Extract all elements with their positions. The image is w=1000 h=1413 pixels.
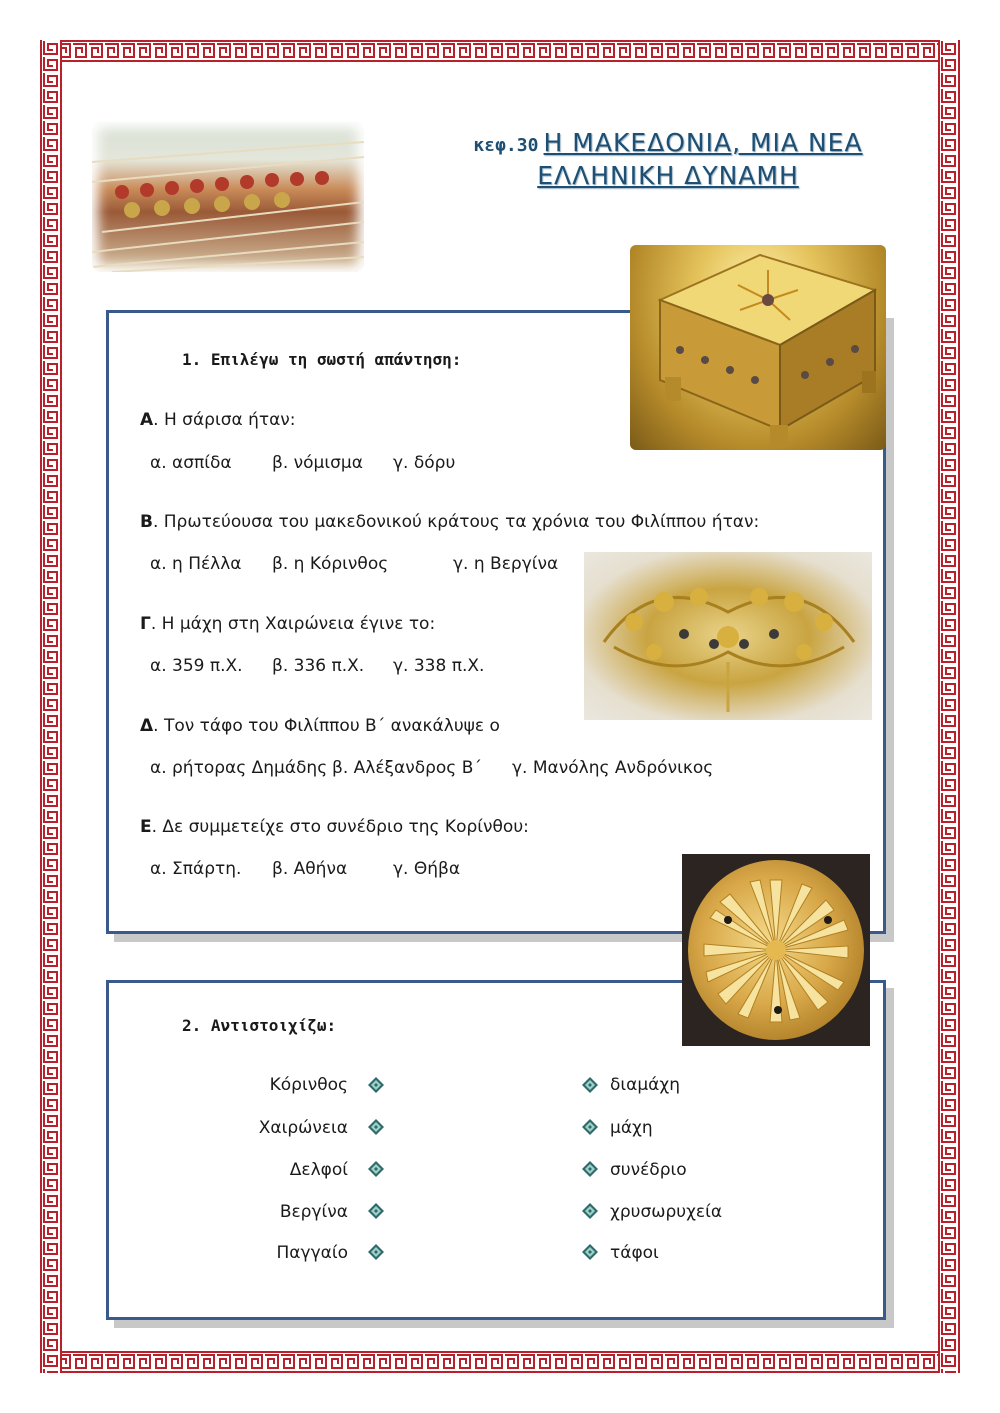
question-e-option-b[interactable]: β. Αθήνα: [272, 859, 348, 879]
diamond-bullet-icon[interactable]: [582, 1119, 598, 1135]
question-e-option-c[interactable]: γ. Θήβα: [393, 859, 461, 879]
question-b-option-a[interactable]: α. η Πέλλα: [150, 554, 242, 574]
golden-larnax-image: [630, 245, 886, 450]
border-top: [40, 40, 960, 62]
phalanx-image: [92, 122, 364, 272]
title-line-1: Η ΜΑΚΕΔΟΝΙΑ, ΜΙΑ ΝΕΑ: [543, 128, 863, 157]
question-a-letter: Α: [140, 410, 154, 430]
question-c-option-b[interactable]: β. 336 π.Χ.: [272, 656, 365, 676]
match-right-item-5: τάφοι: [610, 1243, 659, 1263]
question-b: [140, 512, 759, 532]
question-a-option-a[interactable]: α. ασπίδα: [150, 453, 232, 473]
question-e-option-a[interactable]: α. Σπάρτη.: [150, 859, 242, 879]
match-right-item-3: συνέδριο: [610, 1160, 687, 1180]
match-left-item-5: Παγγαίο: [276, 1243, 348, 1263]
question-d-text: . Τον τάφο του Φιλίππου Β΄ ανακάλυψε ο: [153, 716, 500, 736]
question-a-option-c[interactable]: γ. δόρυ: [393, 453, 456, 473]
border-left: [40, 40, 62, 1373]
match-right-item-2: μάχη: [610, 1118, 653, 1138]
question-e-text: . Δε συμμετείχε στο συνέδριο της Κορίνθου:: [151, 817, 529, 837]
question-a-option-b[interactable]: β. νόμισμα: [272, 453, 363, 473]
match-left-item-4: Βεργίνα: [279, 1202, 348, 1222]
title-line-2: ΕΛΛΗΝΙΚΗ ΔΥΝΑΜΗ: [537, 161, 799, 190]
match-left-item-3: Δελφοί: [289, 1160, 348, 1180]
exercise-1-heading: 1. Επιλέγω τη σωστή απάντηση:: [182, 350, 462, 369]
chapter-number: κεφ.30: [473, 135, 539, 156]
question-c: [140, 614, 435, 634]
match-right-item-4: χρυσωρυχεία: [610, 1202, 723, 1222]
question-c-letter: Γ: [140, 614, 151, 634]
question-a: [140, 410, 296, 430]
border-bottom: [40, 1351, 960, 1373]
question-b-text: . Πρωτεύουσα του μακεδονικού κράτους τα χρόνια του Φιλίππου ήταν:: [152, 512, 760, 532]
match-left-item-1: Κόρινθος: [269, 1075, 348, 1095]
vergina-sun-icon: [688, 860, 864, 1040]
question-d-option-b[interactable]: β. Αλέξανδρος Β΄: [332, 758, 482, 778]
diamond-bullet-icon[interactable]: [582, 1244, 598, 1260]
vergina-sun-disc-image: [682, 854, 870, 1046]
diamond-bullet-icon[interactable]: [368, 1244, 384, 1260]
question-e: [140, 817, 529, 837]
question-d-option-a[interactable]: α. ρήτορας Δημάδης: [150, 758, 328, 778]
question-b-letter: Β: [140, 512, 153, 532]
question-a-text: . Η σάρισα ήταν:: [153, 410, 296, 430]
question-b-option-c[interactable]: γ. η Βεργίνα: [453, 554, 559, 574]
diamond-bullet-icon[interactable]: [368, 1119, 384, 1135]
diamond-bullet-icon[interactable]: [368, 1161, 384, 1177]
question-c-text: . Η μάχη στη Χαιρώνεια έγινε το:: [150, 614, 436, 634]
diamond-bullet-icon[interactable]: [582, 1077, 598, 1093]
match-right-item-1: διαμάχη: [610, 1075, 680, 1095]
question-d-letter: Δ: [140, 716, 154, 736]
question-c-option-a[interactable]: α. 359 π.Χ.: [150, 656, 243, 676]
diamond-bullet-icon[interactable]: [368, 1203, 384, 1219]
diamond-bullet-icon[interactable]: [368, 1077, 384, 1093]
match-left-item-2: Χαιρώνεια: [258, 1118, 348, 1138]
diamond-bullet-icon[interactable]: [582, 1161, 598, 1177]
question-d: [140, 716, 500, 736]
question-d-option-c[interactable]: γ. Μανόλης Ανδρόνικος: [512, 758, 714, 778]
question-b-option-b[interactable]: β. η Κόρινθος: [272, 554, 389, 574]
border-right: [938, 40, 960, 1373]
exercise-2-heading: 2. Αντιστοιχίζω:: [182, 1016, 337, 1035]
diamond-bullet-icon[interactable]: [582, 1203, 598, 1219]
question-c-option-c[interactable]: γ. 338 π.Χ.: [393, 656, 485, 676]
worksheet-title: [428, 128, 908, 190]
question-e-letter: Ε: [140, 817, 152, 837]
golden-wreath-image: [584, 552, 872, 720]
